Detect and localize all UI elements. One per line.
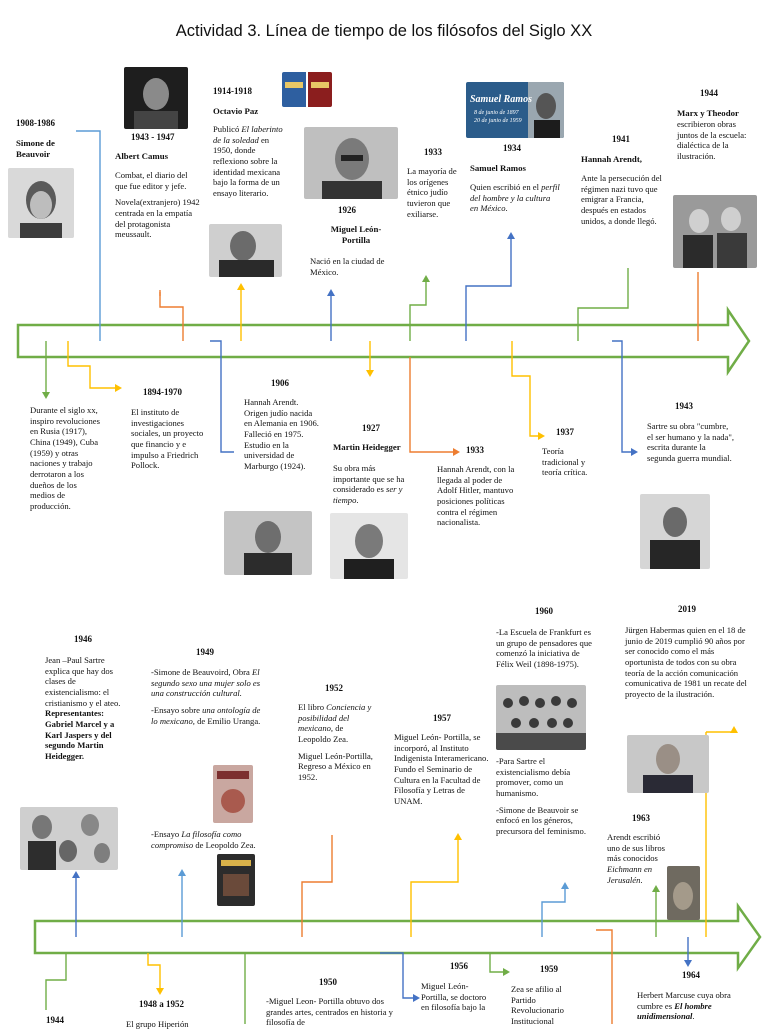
event-year: 1952	[325, 683, 343, 693]
event-text: Su obra más importante que se ha considerado es ser y tiempo.	[333, 463, 405, 505]
portrait-photo	[330, 513, 408, 579]
connector	[410, 357, 455, 452]
connector	[46, 953, 66, 1010]
event-text: -Miguel Leon- Portilla obtuvo dos grandes artes, centrados en historia y filosofía de	[266, 996, 393, 1028]
event-year: 2019	[678, 604, 696, 614]
event-year: 1908-1986	[16, 118, 55, 128]
connector	[578, 268, 628, 341]
event-year: 1944	[700, 88, 718, 98]
book-cover-image	[667, 866, 700, 920]
event-year: 1957	[433, 713, 451, 723]
event-text: Quien escribió en el perfil del hombre y la cultura en México.	[470, 182, 560, 214]
portrait-photo	[627, 735, 709, 793]
event-year: 1959	[540, 964, 558, 974]
event-text: Herbert Marcuse cuya obra cumbre es El hombre unidimensional.	[637, 990, 731, 1022]
portrait-photo	[8, 168, 74, 238]
book-cover-image	[213, 765, 253, 823]
event-name: Hannah Arendt,	[581, 154, 642, 164]
portrait-photo	[466, 82, 564, 138]
event-name: Marx y Theodor	[677, 108, 739, 118]
event-text: Miguel León- Portilla, se doctoro en filosofía bajo la	[421, 981, 487, 1013]
photo-dates: 8 de junio de 1897	[474, 110, 519, 116]
event-year: 1906	[271, 378, 289, 388]
event-year: 1894-1970	[143, 387, 182, 397]
event-text: Durante el siglo xx, inspiro revoluciones en Rusia (1917), China (1949), Cuba (1959) y otras naciones y trabajo derrotaron a los dueños de los medios de producción.	[30, 405, 100, 511]
event-year: 1964	[682, 970, 700, 980]
event-text: El libro Conciencia y posibilidad del mexicano, de Leopoldo Zea. Miguel León-Portilla, Regreso a México en 1952.	[298, 702, 373, 782]
event-name: Samuel Ramos	[470, 163, 526, 173]
connector	[410, 280, 426, 341]
event-text: -Simone de Beauvoird, Obra El segundo sexo una mujer solo es una construcción cultural. -Ensayo sobre una ontología de lo mexicano, de Emilio Uranga.	[151, 667, 261, 726]
photo-dates: 20 de junio de 1959	[474, 118, 522, 124]
event-text: Ante la persecución del régimen nazi tuvo que emigrar a Francia, después en estados unidos, a donde llegó.	[581, 173, 662, 226]
event-year: 1933	[466, 445, 484, 455]
book-covers-image	[282, 72, 332, 107]
portrait-photo	[124, 67, 188, 129]
portrait-photo	[209, 224, 282, 277]
event-text: Teoría tradicional y teoría crítica.	[542, 446, 588, 478]
connector	[68, 341, 117, 388]
event-year: 1934	[503, 143, 521, 153]
group-photo	[20, 807, 118, 870]
event-year: 1948 a 1952	[139, 999, 184, 1009]
event-year: 1933	[424, 147, 442, 157]
event-name: Albert Camus	[115, 151, 169, 161]
event-text: El instituto de investigaciones sociales, un proyecto que financio y e impulso a Friedrich Pollock.	[131, 407, 204, 471]
event-text: escribieron obras juntos de la escuela: dialéctica de la ilustración.	[677, 119, 747, 161]
event-text: El grupo Hiperión	[126, 1019, 189, 1029]
event-text: Arendt escribió uno de sus libros más conocidos Eichmann en Jerusalén.	[607, 832, 666, 885]
connector	[596, 930, 612, 1024]
event-year: 1956	[450, 961, 468, 971]
portrait-photo	[304, 127, 398, 199]
event-text: Hannah Arendt. Origen judío nacida en Alemania en 1906. Falleció en 1975. Estudio en la universidad de Marburgo (1924).	[244, 397, 319, 471]
event-year: 1950	[319, 977, 337, 987]
event-text: -Para Sartre el existencialismo debía promover, como un humanismo. -Simone de Beauvoir se enfocó en los géneros, precursora del feminismo.	[496, 756, 586, 836]
connector	[160, 292, 183, 341]
event-text: Sartre su obra "cumbre, el ser humano y la nada", escrita durante la segunda guerra mundial.	[647, 421, 735, 463]
event-year: 1937	[556, 427, 574, 437]
portrait-photo	[640, 494, 710, 569]
connector	[76, 131, 100, 341]
connector	[512, 341, 540, 436]
event-year: 1941	[612, 134, 630, 144]
event-year: 1960	[535, 606, 553, 616]
event-text: Hannah Arendt, con la llegada al poder de Adolf Hitler, mantuvo posiciones políticas contra el régimen nacionalista.	[437, 464, 515, 528]
timeline-arrow-bottom	[35, 906, 760, 968]
event-name: Octavio Paz	[213, 106, 259, 116]
page-title: Actividad 3. Línea de tiempo de los filósofos del Siglo XX	[175, 22, 593, 40]
event-year: 1926	[338, 205, 356, 215]
event-text: La mayoría de los orígenes étnico judío tuvieron que exiliarse.	[407, 166, 457, 219]
event-year: 1914-1918	[213, 86, 252, 96]
event-text: Nació en la ciudad de México.	[310, 256, 385, 277]
connector	[476, 953, 505, 972]
connector	[148, 953, 160, 990]
event-name: Miguel León-Portilla	[330, 224, 382, 245]
event-year: 1944	[46, 1015, 64, 1025]
event-name: Martin Heidegger	[333, 442, 401, 452]
event-year: 1949	[196, 647, 214, 657]
event-text: Zea se afilio al Partido Revolucionario Institucional	[511, 984, 564, 1026]
event-text: Combat, el diario del que fue editor y jefe. Novela(extranjero) 1942 centrada en la empatía del protagonista meussault.	[115, 170, 200, 240]
event-year: 1943 - 1947	[131, 132, 175, 142]
event-text: -La Escuela de Frankfurt es un grupo de pensadores que comenzó la iniciativa de Félix Weil (1898-1975).	[496, 627, 592, 669]
event-text: Miguel León- Portilla, se incorporó, al Instituto Indigenista Interamericano. Fundo el Seminario de Cultura en la Facultad de Filosofía y Letras de UNAM.	[394, 732, 489, 806]
timeline-arrow-top	[18, 310, 749, 372]
event-name: Simone de Beauvoir	[16, 138, 55, 159]
event-year: 1946	[74, 634, 92, 644]
connector	[542, 887, 565, 937]
book-cover-image	[217, 854, 255, 906]
event-text: -Ensayo La filosofía como compromiso de Leopoldo Zea.	[151, 829, 256, 850]
event-year: 1943	[675, 401, 693, 411]
photo-caption: Samuel Ramos	[470, 94, 532, 105]
event-text: Jean –Paul Sartre explica que hay dos clases de existencialismo: el cristianismo y el ateo. Representantes: Gabriel Marcel y a Karl Jaspers y del segundo Martin Heidegger.	[45, 655, 121, 761]
event-year: 1963	[632, 813, 650, 823]
group-photo	[496, 685, 586, 750]
connector	[380, 953, 415, 998]
portrait-photo	[224, 511, 312, 575]
event-year: 1927	[362, 423, 380, 433]
event-text: Publicó El laberinto de la soledad en 1950, donde reflexiono sobre la identidad mexicana bajo la forma de un ensayo literario.	[213, 124, 283, 198]
event-text: Jürgen Habermas quien en el 18 de junio de 2019 cumplió 90 años por ser conocido como el más oportunista de todos con su obra teoría de la acción comunicación comunicativa de 1981 un recate del proyecto de la ilustración.	[625, 625, 747, 699]
portrait-photo	[673, 195, 757, 268]
